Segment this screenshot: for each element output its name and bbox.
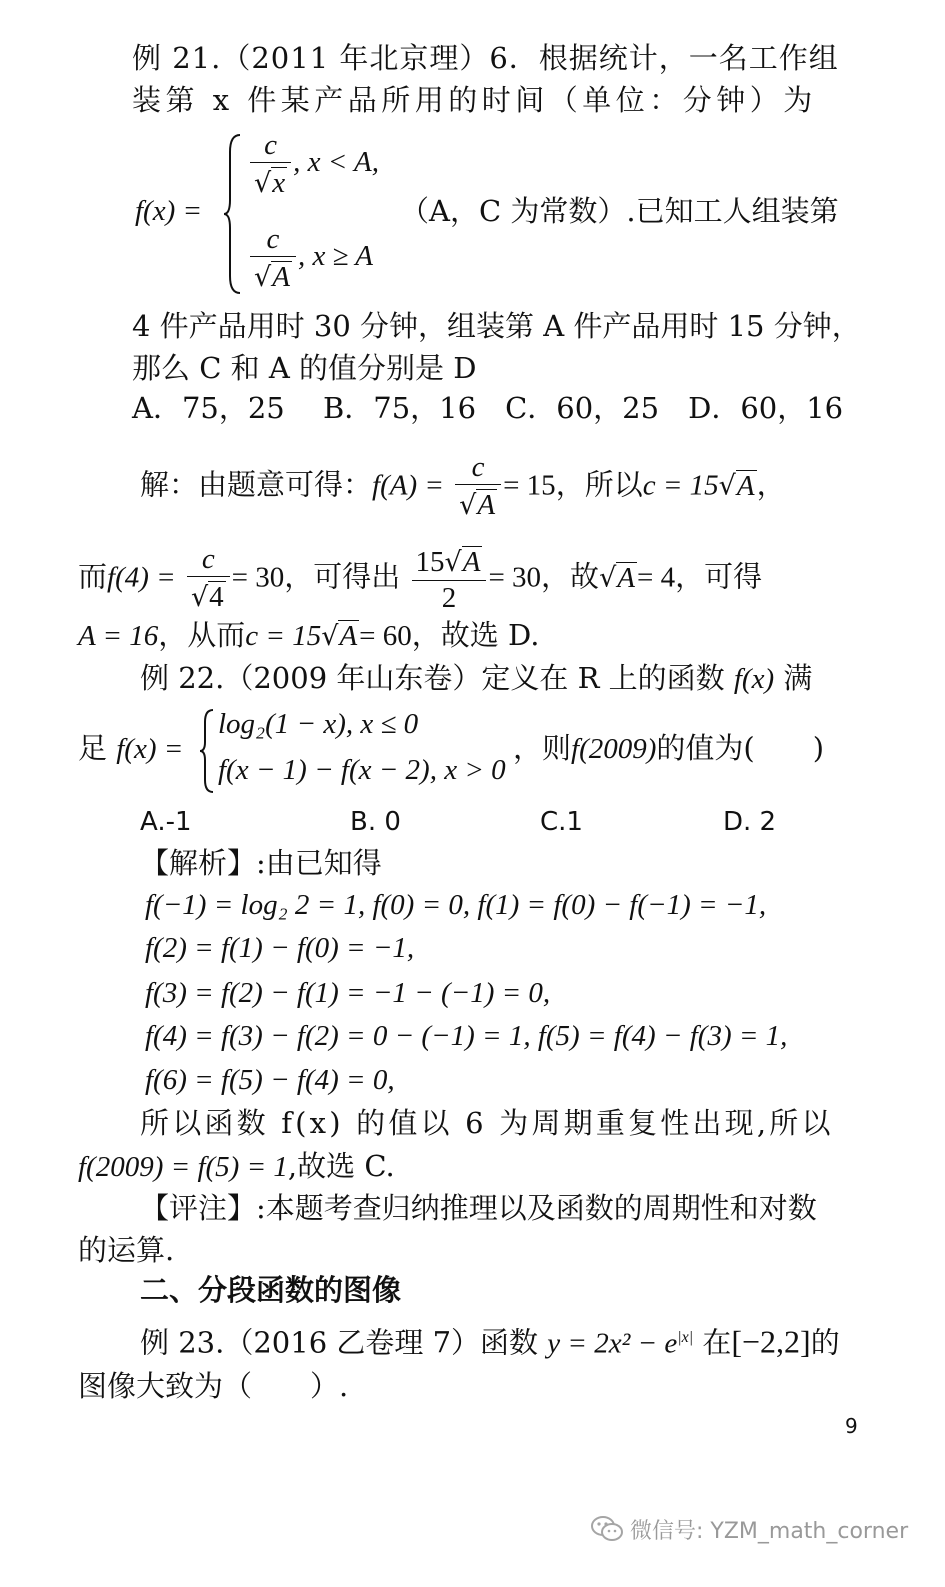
ex22-concl2-end: ,故选 C.	[287, 1149, 395, 1183]
ex22-note-1: 【评注】:本题考查归纳推理以及函数的周期性和对数	[140, 1191, 817, 1225]
ex21-case2: $\frac{c}{√A}$ , x ≥ A	[248, 222, 373, 295]
section-title: 二、分段函数的图像	[140, 1273, 402, 1307]
sol2-den2: 2	[441, 582, 457, 614]
sol2-num2A: A	[462, 546, 481, 578]
sol2-den: 4	[209, 581, 224, 613]
ex23-heading	[140, 1320, 840, 1362]
sol-fA-num: c	[455, 450, 501, 485]
sol-fA-den: A	[477, 489, 496, 521]
ex21-f-lhs: f(x) =	[135, 195, 203, 227]
sol-c: c = 15	[642, 469, 719, 502]
sol2-num: c	[187, 542, 230, 577]
sol3-end: ，故选 D.	[411, 618, 540, 652]
ex21-options: A．75，25 B．75，16 C．60，25 D．60，16	[132, 391, 844, 425]
ex23-line2: 图像大致为（ ）.	[78, 1369, 349, 1403]
ex23-func-exp: |x|	[677, 1329, 694, 1346]
sol2-f4: f(4) =	[107, 561, 176, 594]
ex22-conclusion-1: 所以函数 f(x) 的值以 6 为周期重复性出现,所以	[140, 1106, 834, 1140]
ex21-line2: 装第 x 件某产品所用的时间（单位：分钟）为	[132, 83, 817, 117]
sol2-er: 而	[78, 559, 108, 594]
sol-fA: f(A) =	[372, 469, 444, 502]
ex21-case2-den: A	[272, 261, 290, 293]
sol-cA: A	[736, 469, 755, 502]
watermark-text: 微信号: YZM_math_corner	[630, 1518, 909, 1544]
ex22-heading	[140, 660, 812, 697]
ex22-brace	[198, 708, 216, 794]
sol3-eq60: = 60	[359, 620, 412, 652]
ex22-head-end: 满	[783, 661, 813, 695]
sol-so: ，所以	[555, 467, 643, 502]
ex22-case1: log₂(1 − x), x ≤ 0	[218, 708, 419, 740]
ex21-after-case: （A，C 为常数）.已知工人组装第	[400, 194, 839, 228]
ex23-zai: 在	[702, 1325, 732, 1360]
sol2-gu: ，故	[541, 559, 600, 594]
ex22-option-b: B. 0	[350, 807, 401, 837]
ex22-option-d: D. 2	[723, 807, 777, 837]
ex23-de: 的	[810, 1325, 840, 1360]
sol2-kede: ，可得	[675, 559, 763, 594]
ex21-case1-den: x	[272, 167, 286, 199]
sol-intro: 解：由题意可得：	[140, 467, 373, 502]
sol2-num2: 15	[415, 546, 445, 578]
ex22-step-1: f(−1) = log₂ 2 = 1, f(0) = 0, f(1) = f(0) − f(−1) = −1,	[145, 889, 767, 921]
sol2-eq4: = 4	[637, 561, 676, 594]
watermark	[590, 1512, 908, 1546]
sol2-ke: ，可得出	[284, 559, 401, 594]
ex22-concl2-f: f(2009) = f(5) = 1	[78, 1151, 288, 1183]
ex21-solution-3: A = 16，从而c = 15√A= 60，故选 D.	[78, 618, 540, 652]
ex22-ask-text: ，则	[513, 731, 572, 765]
ex21-solution-1: 解：由题意可得：f(A) = $\frac{c}{√A}$ = 15，所以c = 15√A，	[140, 451, 786, 521]
sol3-c: c = 15	[245, 620, 322, 652]
sol2-eq30: = 30	[231, 561, 285, 594]
ex22-option-a: A.-1	[140, 807, 192, 837]
ex21-line5: 那么 C 和 A 的值分别是 D	[132, 351, 477, 385]
ex21-case2-cond: , x ≥ A	[297, 240, 373, 273]
ex22-note-2: 的运算.	[78, 1233, 175, 1267]
sol-comma: ，	[756, 467, 786, 502]
ex22-head-fx: f(x)	[733, 663, 775, 695]
ex21-solution-2: 而f(4) = $\frac{c}{√4}$ = 30，可得出 $\frac{15√A}{2}$ = 30，故√A= 4，可得	[78, 543, 763, 614]
wechat-icon	[590, 1514, 624, 1544]
ex22-f-lhs: f(x) =	[116, 733, 184, 765]
sol2-sqA: A	[617, 561, 635, 594]
ex21-brace	[222, 132, 244, 297]
ex22-ask	[513, 730, 824, 767]
ex22-step-3: f(3) = f(2) − f(1) = −1 − (−1) = 0,	[145, 977, 551, 1009]
ex22-step-2: f(2) = f(1) − f(0) = −1,	[145, 932, 415, 964]
ex21-case2-num: c	[250, 222, 296, 257]
ex22-head: 例 22.（2009 年山东卷）定义在 R 上的函数	[140, 661, 725, 695]
ex22-zu	[78, 730, 183, 767]
ex21-line4: 4 件产品用时 30 分钟，组装第 A 件产品用时 15 分钟，	[132, 309, 861, 343]
ex22-jiexi: 【解析】:由已知得	[140, 846, 382, 880]
ex22-step-5: f(6) = f(5) − f(4) = 0,	[145, 1064, 395, 1096]
ex23-interval: [−2,2]	[731, 1323, 811, 1360]
ex21-case1: $\frac{c}{√x}$ , x < A,	[248, 128, 379, 201]
sol3-A: A = 16	[78, 620, 159, 652]
ex21-case1-cond: , x < A,	[293, 146, 379, 179]
ex22-zu-text: 足	[78, 731, 108, 765]
ex21-heading: 例 21.（2011 年北京理）6．根据统计，一名工作组	[132, 41, 839, 75]
sol3-cong: ，从而	[158, 618, 246, 652]
ex22-option-c: C.1	[540, 807, 583, 837]
page-number: 9	[845, 1414, 858, 1438]
sol-eq15: = 15	[503, 469, 556, 502]
ex22-ask-end: 的值为( )	[656, 731, 825, 765]
ex22-step-4: f(4) = f(3) − f(2) = 0 − (−1) = 1, f(5) = f(4) − f(3) = 1,	[145, 1020, 788, 1052]
sol2-eq30b: = 30	[488, 561, 542, 594]
ex22-case2: f(x − 1) − f(x − 2), x > 0	[218, 754, 506, 786]
ex21-case1-num: c	[250, 128, 291, 163]
ex22-ask-f: f(2009)	[571, 733, 657, 765]
sol3-cA: A	[339, 620, 358, 652]
ex22-conclusion-2	[78, 1148, 395, 1185]
ex23-func: y = 2x² − e	[547, 1327, 678, 1360]
ex23-head: 例 23.（2016 乙卷理 7）函数	[140, 1325, 539, 1360]
